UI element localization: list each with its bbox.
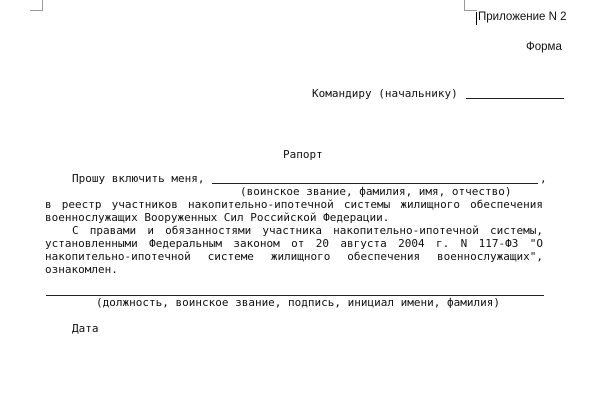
request-line-1: в реестр участников накопительно-ипотечной системы жилищного обеспечения (45, 198, 543, 211)
appendix-label: Приложение N 2 (478, 11, 567, 23)
text-cursor (476, 12, 477, 25)
request-line-2: военнослужащих Вооруженных Сил Российской Федерации. (45, 211, 390, 224)
addressee-label: Командиру (начальнику) (312, 87, 458, 100)
document-title: Рапорт (283, 148, 323, 161)
page-corner-mark-left (30, 0, 43, 11)
date-label: Дата (72, 322, 99, 335)
name-blank-line (212, 183, 538, 184)
page-corner-mark-right (464, 0, 477, 11)
name-field-hint: (воинское звание, фамилия, имя, отчество) (240, 185, 512, 198)
addressee-blank-line (466, 98, 564, 99)
request-lead-text: Прошу включить меня, (72, 172, 205, 185)
acknowledgement-line-3: накопительно-ипотечной системе жилищного обеспечения военнослужащих", (45, 250, 543, 263)
form-label: Форма (526, 41, 562, 53)
request-comma: , (540, 172, 547, 185)
acknowledgement-line-4: ознакомлен. (45, 263, 118, 276)
acknowledgement-line-2: установленными Федеральным законом от 20 августа 2004 г. N 117-ФЗ "О (45, 237, 543, 250)
signature-field-hint: (должность, воинское звание, подпись, инициал имени, фамилия) (96, 296, 500, 309)
acknowledgement-line-1: С правами и обязанностями участника накопительно-ипотечной системы, (72, 224, 543, 237)
